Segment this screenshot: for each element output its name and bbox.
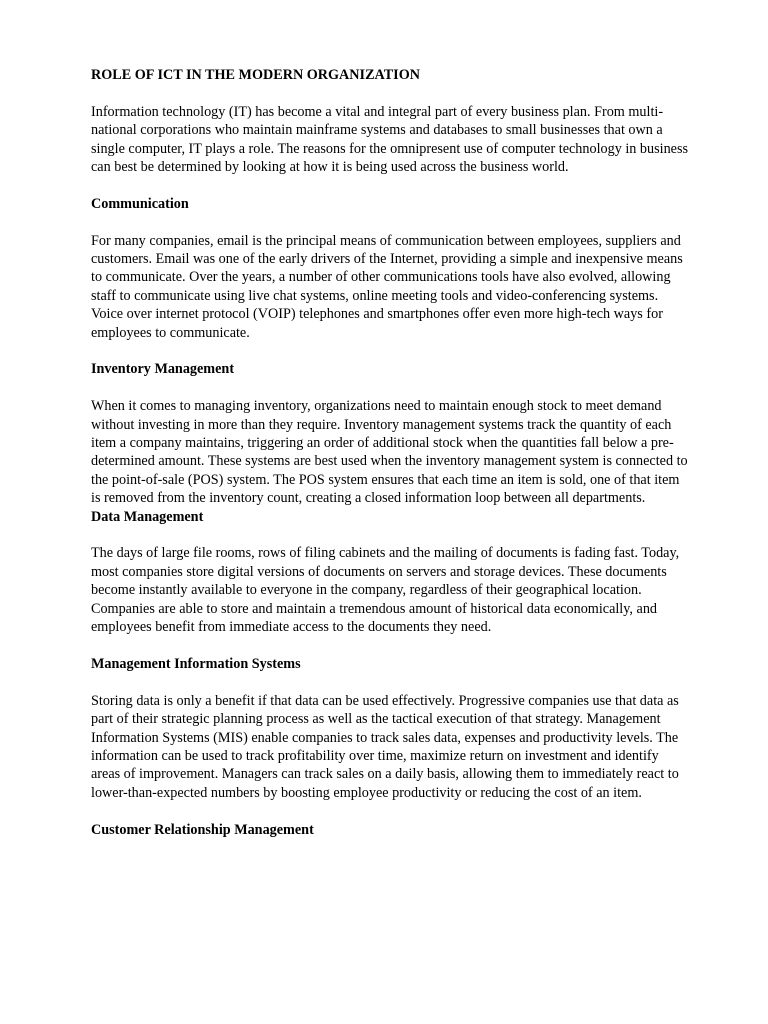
section-heading-data-management: Data Management: [91, 508, 204, 525]
intro-paragraph: Information technology (IT) has become a vital and integral part of every business plan. From multi-national corporations who maintain mainframe systems and databases to small businesses that own a single computer, IT plays a role. The reasons for the omnipresent use of computer technology in business can best be determined by looking at how it is being used across the business world.: [91, 103, 689, 176]
section-body-inventory-management: When it comes to managing inventory, organizations need to maintain enough stock to meet demand without investing in more than they require. Inventory management systems track the quantity of each item a company maintains, triggering an order of additional stock when the quantities fall below a pre-determined amount. These systems are best used when the inventory management system is connected to the point-of-sale (POS) system. The POS system ensures that each time an item is sold, one of that item is removed from the inventory count, creating a closed information loop between all departments.: [91, 398, 688, 507]
document-page: [91, 66, 691, 839]
section-heading-customer-relationship-management: Customer Relationship Management: [91, 821, 314, 838]
section-body-communication: For many companies, email is the principal means of communication between employees, suppliers and customers. Email was one of the early drivers of the Internet, providing a simple and inexpensive means to communicate. Over the years, a number of other communications tools have also evolved, allowing staff to communicate using live chat systems, online meeting tools and video-conferencing systems. Voice over internet protocol (VOIP) telephones and smartphones offer even more high-tech ways for employees to communicate.: [91, 232, 683, 341]
section-heading-management-information-systems: Management Information Systems: [91, 655, 301, 672]
section-body-data-management: The days of large file rooms, rows of filing cabinets and the mailing of documents is fading fast. Today, most companies store digital versions of documents on servers and storage devices. These documents become instantly available to everyone in the company, regardless of their geographical location. Companies are able to store and maintain a tremendous amount of historical data economically, and employees benefit from immediate access to the documents they need.: [91, 545, 680, 636]
section-heading-inventory-management: Inventory Management: [91, 361, 235, 378]
document-title: ROLE OF ICT IN THE MODERN ORGANIZATION: [91, 67, 420, 83]
section-heading-communication: Communication: [91, 195, 189, 212]
section-body-management-information-systems: Storing data is only a benefit if that data can be used effectively. Progressive companies use that data as part of their strategic planning process as well as the tactical execution of that strategy. Management Information Systems (MIS) enable companies to track sales data, expenses and productivity levels. The information can be used to track profitability over time, maximize return on investment and identify areas of improvement. Managers can track sales on a daily basis, allowing them to immediately react to lower-than-expected numbers by boosting employee productivity or reducing the cost of an item.: [91, 692, 679, 801]
